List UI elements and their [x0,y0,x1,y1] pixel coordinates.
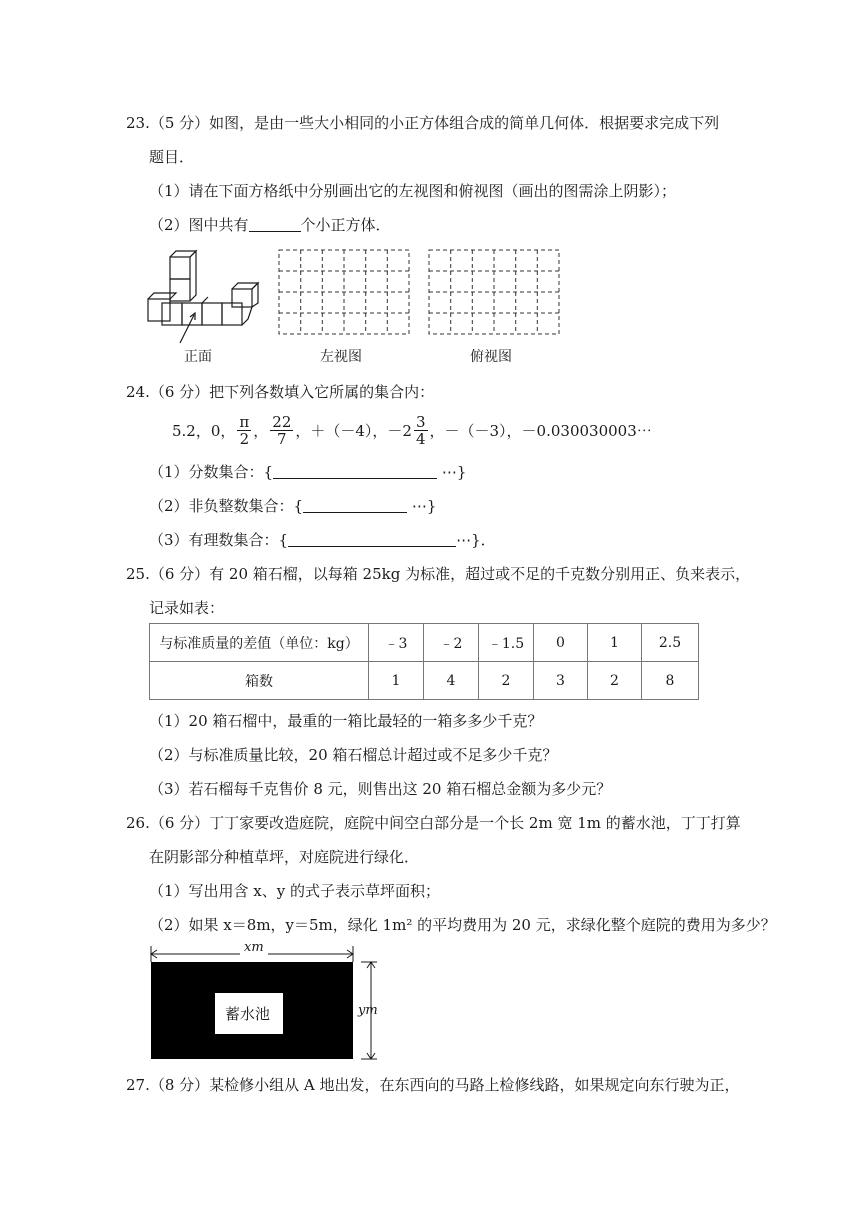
table-row-head: 与标准质量的差值（单位：kg） [150,624,369,662]
front-label: 正面 [184,349,212,365]
q23-sub2 [149,215,391,235]
q24-set3 [149,530,496,550]
table-cell: ﹣3 [369,624,424,662]
q26-line1: 26.（6 分）丁丁家要改造庭院，庭院中间空白部分是一个长 2m 宽 1m 的蓄水池，丁丁打算 [126,814,741,832]
q24-set1 [149,462,466,482]
q24-nums-b: ，＋（－4），－2 [295,421,412,440]
q23-line1: 23.（5 分）如图，是由一些大小相同的小正方体组合成的简单几何体．根据要求完成下列 [126,114,720,132]
table-cell: 3 [534,662,588,700]
table-cell: 0 [534,624,588,662]
table-cell: 8 [642,662,699,700]
table-cell: 2.5 [642,624,699,662]
table-row [150,624,699,662]
q25-line2: 记录如表： [149,599,225,617]
set1-label: （1）分数集合：{ [149,463,274,481]
table-cell: 2 [479,662,534,700]
table-cell: ﹣1.5 [479,624,534,662]
y-dimension-label: ym [358,1003,378,1018]
table-cell: 2 [588,662,642,700]
fraction-set-blank [273,462,437,479]
q24-set2 [149,496,436,516]
difference-table [149,623,699,700]
q24-numbers [172,410,652,450]
q27-line1: 27.（8 分）某检修小组从 A 地出发，在东西向的马路上检修线路，如果规定向东行驶为正， [126,1076,740,1094]
q25-sub1: （1）20 箱石榴中，最重的一箱比最轻的一箱多多少千克？ [149,712,543,730]
q24-line1: 24.（6 分）把下列各数填入它所属的集合内： [126,383,435,401]
q23-sub1: （1）请在下面方格纸中分别画出它的左视图和俯视图（画出的图需涂上阴影）； [149,182,677,200]
pi-over-2-fraction: $\frac{\pi}{2}$ [239,412,250,448]
table-row-head: 箱数 [150,662,369,700]
q25-sub2: （2）与标准质量比较，20 箱石榴总计超过或不足多少千克？ [149,746,558,764]
left-view-grid [278,249,410,335]
q23-sub2-prefix: （2）图中共有 [149,216,249,234]
q23-line2: 题目． [149,148,195,166]
q26-sub2: （2）如果 x＝8m，y＝5m，绿化 1m² 的平均费用为 20 元，求绿化整个庭院的费用为多少？ [149,916,776,934]
q25-line1: 25.（6 分）有 20 箱石榴，以每箱 25kg 为标准，超过或不足的千克数分别用正、负来表示， [126,565,751,583]
set2-label: （2）非负整数集合：{ [149,497,304,515]
table-cell: 1 [588,624,642,662]
table-cell: 4 [424,662,479,700]
top-view-label: 俯视图 [470,349,512,365]
set3-end: ⋯}． [456,531,496,549]
22-over-7-fraction: $\frac{22}{7}$ [272,412,292,448]
set2-end: ⋯} [407,497,437,515]
3-over-4-fraction: $\frac{3}{4}$ [415,412,426,448]
q24-nums-c: ，－（－3），－0.030030003⋯ [429,421,652,440]
nonneg-int-set-blank [303,496,407,513]
garden-figure [145,938,385,1063]
table-cell: 1 [369,662,424,700]
q24-nums-a: 5.2，0， [172,421,236,440]
set3-label: （3）有理数集合：{ [149,531,289,549]
left-view-label: 左视图 [320,349,362,365]
table-cell: ﹣2 [424,624,479,662]
q25-sub3: （3）若石榴每千克售价 8 元，则售出这 20 箱石榴总金额为多少元？ [149,780,612,798]
rational-set-blank [288,530,456,547]
q23-answer-blank [249,215,301,232]
set1-end: ⋯} [437,463,467,481]
top-view-grid [428,249,560,335]
table-row [150,662,699,700]
q26-line2: 在阴影部分种植草坪，对庭院进行绿化． [149,848,420,866]
q26-sub1: （1）写出用含 x、y 的式子表示草坪面积； [149,882,441,900]
q24-sep: ， [253,421,269,440]
q23-sub2-suffix: 个小正方体． [300,216,391,234]
x-dimension-label: xm [240,940,268,955]
pool-label: 蓄水池 [225,1005,271,1023]
cube-figure [140,245,270,345]
